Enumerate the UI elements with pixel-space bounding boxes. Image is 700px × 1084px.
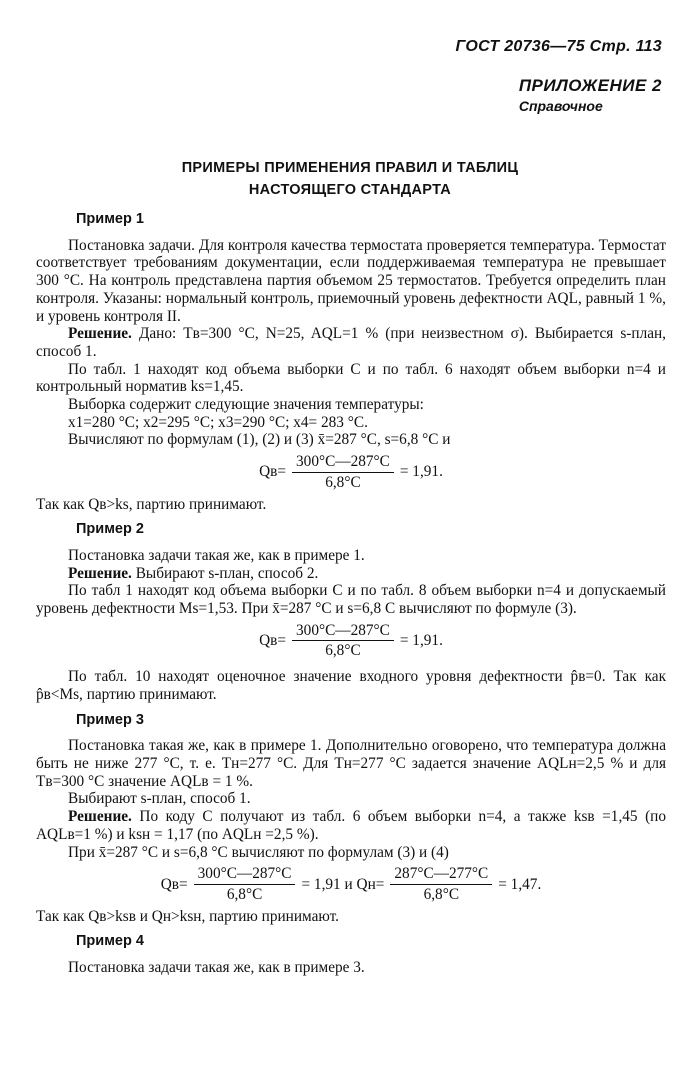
example-1-heading: Пример 1 <box>76 211 144 227</box>
fraction-denominator: 6,8°С <box>325 642 361 660</box>
appendix-block <box>519 76 662 114</box>
appendix-type: Справочное <box>518 98 603 114</box>
fraction-numerator: 300°С—287°С <box>292 453 394 473</box>
formula-result: = 1,91. <box>399 463 443 481</box>
example-4-task: Постановка задачи такая же, как в примере 3. <box>68 959 365 977</box>
title-line-2: НАСТОЯЩЕГО СТАНДАРТА <box>248 182 452 198</box>
solution-label: Решение. <box>68 808 132 826</box>
fraction-denominator: 6,8°С <box>226 885 263 903</box>
example-2-conclusion: По табл. 10 находят оценочное значение входного уровня дефектности p̂в=0. Так как p̂в<Ms, партию принимают. <box>36 668 666 703</box>
solution-text: По коду С получают из табл. 6 объем выборки n=4, а также ksв =1,45 (по AQLв=1 %) и ksн = 1,17 (по AQLн =2,5 %). <box>36 808 666 843</box>
example-3-formula <box>36 865 666 903</box>
running-head: ГОСТ 20736—75 Стр. 113 <box>455 38 662 55</box>
example-1-solution <box>36 325 666 360</box>
example-3-conclusion: Так как Qв>ksв и Qн>ksн, партию принимают. <box>36 907 339 925</box>
appendix-label: ПРИЛОЖЕНИЕ 2 <box>518 76 662 95</box>
formula-lhs: Qв= <box>259 463 287 481</box>
example-1-formula <box>36 453 666 491</box>
formula-fraction-upper <box>194 865 296 903</box>
fraction-numerator: 287°С—277°С <box>390 865 492 885</box>
example-2-solution <box>36 565 666 583</box>
example-2-formula <box>36 622 666 660</box>
example-1-task: Постановка задачи. Для контроля качества термостата проверяется температура. Термостат соответствует требованиям документации, если поддерживаемая температура не превышает 300 °С. На контроль представлена партия объемом 25 термостатов. Требуется определить план контроля. Указаны: нормальный контроль, приемочный уровень дефектности AQL, равный 1 %, и уровень контроля II. <box>36 236 666 325</box>
solution-label: Решение. <box>68 564 132 582</box>
title-line-1: ПРИМЕРЫ ПРИМЕНЕНИЯ ПРАВИЛ И ТАБЛИЦ <box>181 160 519 176</box>
fraction-denominator: 6,8°С <box>325 473 361 491</box>
example-3-plan: Выбирают s-план, способ 1. <box>68 790 251 808</box>
fraction-numerator: 300°С—287°С <box>194 865 296 885</box>
example-2-table-lookup: По табл 1 находят код объема выборки С и по табл. 8 объем выборки n=4 и допускаемый уровень дефектности Ms=1,53. При x̄=287 °С и s=6,8 С вычисляют по формуле (3). <box>36 582 666 618</box>
example-2-heading: Пример 2 <box>76 521 144 538</box>
fraction-denominator: 6,8°С <box>423 885 460 903</box>
formula-middle: = 1,91 и Qн= <box>301 875 385 893</box>
solution-text: Выбирают s-план, способ 2. <box>131 564 319 582</box>
formula-lhs: Qв= <box>259 632 287 650</box>
example-1-table-lookup: По табл. 1 находят код объема выборки С и по табл. 6 находят объем выборки n=4 и контрольный норматив ks=1,45. <box>36 360 666 396</box>
content-body <box>36 211 666 977</box>
example-2-task: Постановка задачи такая же, как в примере 1. <box>68 546 365 564</box>
solution-label: Решение. <box>68 325 132 343</box>
example-3-solution <box>36 808 666 843</box>
fraction-numerator: 300°С—287°С <box>292 622 394 642</box>
example-4-heading: Пример 4 <box>76 933 144 950</box>
formula-result: = 1,47. <box>498 875 542 893</box>
formula-fraction <box>292 453 394 491</box>
example-3-heading: Пример 3 <box>76 711 144 728</box>
page-title <box>0 157 700 201</box>
example-3-task: Постановка такая же, как в примере 1. Дополнительно оговорено, что температура должна быть не ниже 277 °С, т. е. Tн=277 °С. Для Tн=277 °С задается значение AQLн=2,5 % и для Tв=300 °С значение AQLв = 1 %. <box>36 737 666 790</box>
example-1-sample-intro: Выборка содержит следующие значения температуры: <box>68 396 424 414</box>
formula-lhs: Qв= <box>160 875 188 893</box>
formula-fraction <box>292 622 394 660</box>
formula-result: = 1,91. <box>399 632 443 650</box>
example-1-sample-values: x1=280 °С; x2=295 °С; x3=290 °С; x4= 283 °С. <box>68 413 368 431</box>
formula-fraction-lower <box>390 865 492 903</box>
solution-text: Дано: Tв=300 °С, N=25, AQL=1 % (при неизвестном σ). Выбирается s-план, способ 1. <box>36 325 666 360</box>
example-3-compute: При x̄=287 °С и s=6,8 °С вычисляют по формулам (3) и (4) <box>68 843 449 861</box>
example-1-conclusion: Так как Qв>ks, партию принимают. <box>36 495 267 513</box>
example-1-compute: Вычисляют по формулам (1), (2) и (3) x̄=287 °С, s=6,8 °С и <box>68 431 451 449</box>
